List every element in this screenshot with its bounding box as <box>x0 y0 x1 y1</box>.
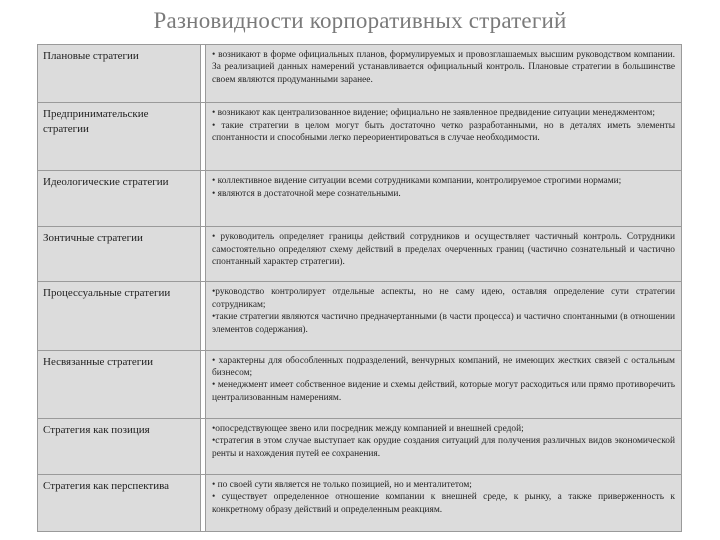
strategy-description <box>206 350 682 418</box>
description-point: • менеджмент имеет собственное видение и схемы действий, которые могут расходиться или прямо противоречить централизованным намерениям. <box>212 380 675 403</box>
description-point: • руководитель определяет границы действий сотрудников и осуществляет частичный контроль. Сотрудники самостоятельно определяют схему действий в пределах очерченных границ (частично сознательный и частично спонтанный характер стратегии). <box>212 232 675 268</box>
strategy-description <box>206 171 682 227</box>
strategy-description <box>206 418 682 474</box>
description-point: • возникают в форме официальных планов, формулируемых и провозглашаемых высшим руководством компании. За реализацией данных намерений устанавливается официальный контроль. Плановые стратегии в большинстве своем являются продуманными заранее. <box>212 50 675 85</box>
strategy-name: Идеологические стратегии <box>38 171 201 227</box>
description-point: •такие стратегии являются частично предначертанными (в части процесса) и частично спонтанными (в отношении элементов содержания). <box>212 312 675 335</box>
strategy-name: Стратегия как позиция <box>38 418 201 474</box>
strategy-name: Плановые стратегии <box>38 45 201 103</box>
description-point: •стратегия в этом случае выступает как орудие создания ситуаций для получения различных видов экономической ренты и нахождения путей ее сохранения. <box>212 436 675 459</box>
table-row <box>38 171 682 227</box>
description-point: • по своей сути является не только позицией, но и менталитетом; <box>212 479 472 490</box>
description-point: • коллективное видение ситуации всеми сотрудниками компании, контролируемое строгими нормами; <box>212 176 622 187</box>
strategy-description <box>206 474 682 531</box>
description-point: • характерны для обособленных подразделений, венчурных компаний, не имеющих жестких связей с остальным бизнесом; <box>212 355 675 378</box>
page-title: Разновидности корпоративных стратегий <box>153 8 567 33</box>
table-row <box>38 474 682 531</box>
strategy-name: Несвязанные стратегии <box>38 350 201 418</box>
strategy-name: Предпринимательские стратегии <box>38 103 201 171</box>
strategy-description <box>206 282 682 350</box>
table-row <box>38 350 682 418</box>
strategies-table <box>37 44 682 532</box>
description-point: • возникают как централизованное видение; официально не заявленное предвидение ситуации менеджментом; <box>212 108 655 119</box>
table-row <box>38 418 682 474</box>
strategy-description <box>206 45 682 103</box>
table-row <box>38 227 682 282</box>
strategy-name: Стратегия как перспектива <box>38 474 201 531</box>
strategy-description <box>206 227 682 282</box>
table-row <box>38 103 682 171</box>
table-row <box>38 282 682 350</box>
strategy-name: Зонтичные стратегии <box>38 227 201 282</box>
strategy-name: Процессуальные стратегии <box>38 282 201 350</box>
table-row <box>38 45 682 103</box>
strategy-description <box>206 103 682 171</box>
description-point: • такие стратегии в целом могут быть достаточно четко разработанными, но в деталях иметь элементы спонтанности и способными легко переориентироваться в случае необходимости. <box>212 120 675 143</box>
description-point: •руководство контролирует отдельные аспекты, но не саму идею, оставляя определение сути стратегии сотрудникам; <box>212 287 675 310</box>
description-point: • существует определенное отношение компании к внешней среде, к рынку, а также приверженность к конкретному образу действий и определенным реакциям. <box>212 492 675 515</box>
description-point: •опосредствующее звено или посредник между компанией и внешней средой; <box>212 423 524 434</box>
description-point: • являются в достаточной мере сознательными. <box>212 188 401 199</box>
